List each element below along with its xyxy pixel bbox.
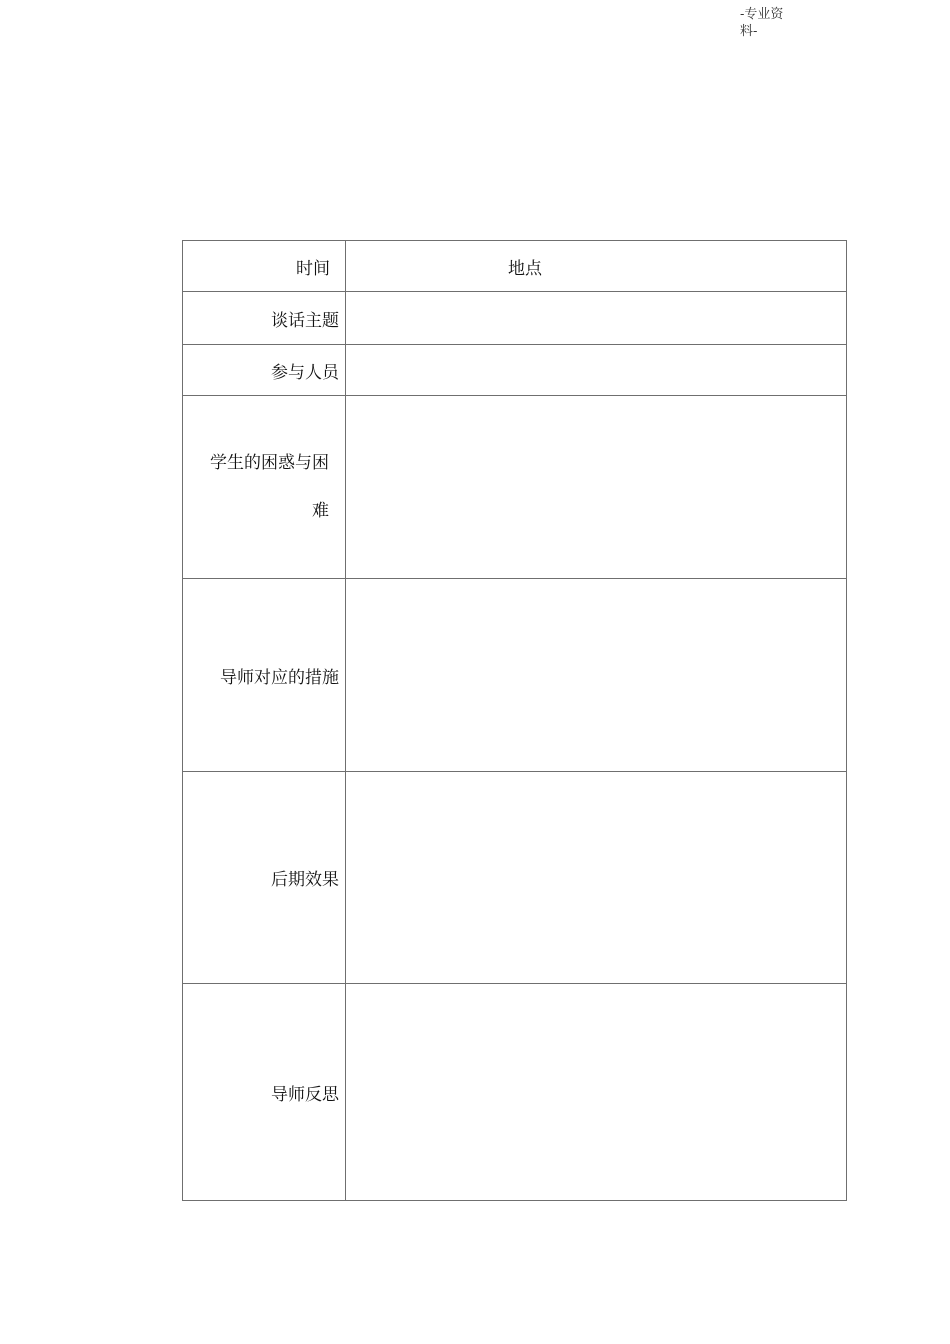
effect-label: 后期效果 [271,870,339,890]
place-label: 地点 [508,258,542,279]
difficulties-value-cell[interactable] [346,396,847,579]
topic-label: 谈话主题 [271,310,339,331]
row-topic [183,292,847,345]
row-time-place [183,241,847,292]
topic-value-cell[interactable] [346,292,847,345]
time-label-cell [183,241,346,292]
place-cell[interactable] [346,241,847,292]
measures-value-cell[interactable] [346,579,847,772]
tutor-talk-record-table [182,240,847,1201]
difficulties-label: 学生的困惑与困难 [210,453,329,521]
topic-label-cell [183,292,346,345]
participants-label-cell [183,345,346,396]
time-label: 时间 [296,258,330,279]
reflection-label-cell [183,984,346,1201]
row-measures [183,579,847,772]
measures-label: 导师对应的措施 [220,667,339,688]
reflection-label: 导师反思 [271,1084,339,1105]
difficulties-label-cell [183,396,346,579]
row-difficulties [183,396,847,579]
effect-label-cell [183,772,346,984]
reflection-value-cell[interactable] [346,984,847,1201]
effect-value-cell[interactable] [346,772,847,984]
participants-value-cell[interactable] [346,345,847,396]
row-participants [183,345,847,396]
page-header-label: -专业资料- [740,7,784,39]
participants-label: 参与人员 [271,362,339,383]
row-effect [183,772,847,984]
row-reflection [183,984,847,1201]
measures-label-cell [183,579,346,772]
